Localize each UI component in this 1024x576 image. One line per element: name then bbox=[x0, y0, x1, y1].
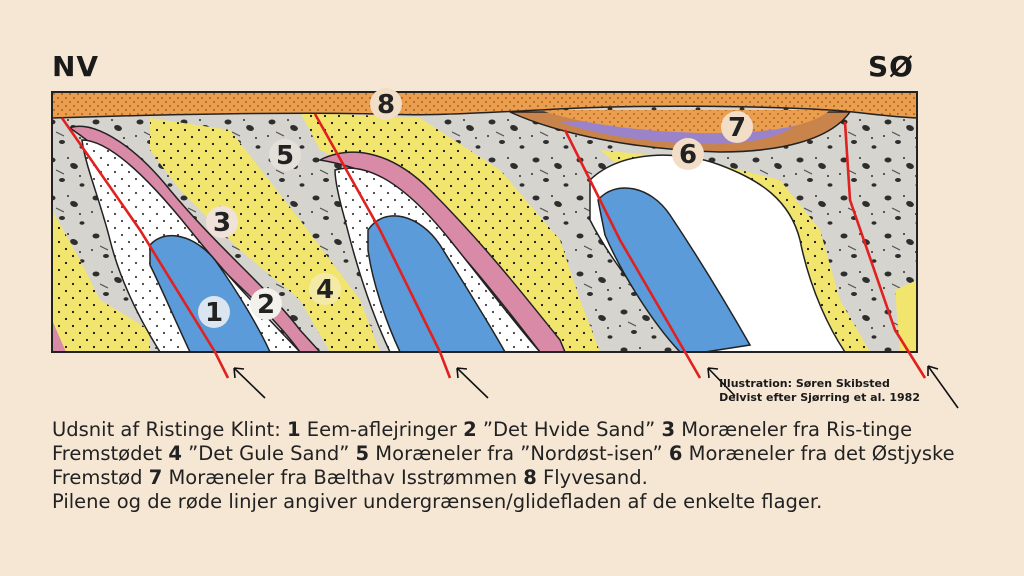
credit-line-1: Illustration: Søren Skibsted bbox=[719, 377, 890, 390]
credit-line-2: Delvist efter Sjørring et al. 1982 bbox=[719, 391, 920, 404]
caption-text-3: Moræneler fra Ris-tinge Fremstødet bbox=[52, 418, 913, 465]
direction-so-label: SØ bbox=[868, 50, 914, 83]
caption-text-1: Eem-aflejringer bbox=[300, 418, 464, 441]
illustration-credit bbox=[719, 377, 920, 405]
layer-number-5: 5 bbox=[275, 141, 295, 171]
layer-number-4: 4 bbox=[315, 275, 335, 305]
caption-text-6: Moræneler fra det Østjyske Fremstød bbox=[52, 442, 955, 489]
caption-num-5: 5 bbox=[355, 442, 370, 465]
arrow-2 bbox=[457, 368, 488, 398]
caption-text-7: Moræneler fra Bælthav Isstrømmen bbox=[162, 466, 524, 489]
caption bbox=[52, 418, 982, 514]
caption-text-8: Flyvesand. bbox=[536, 466, 648, 489]
arrow-1 bbox=[234, 368, 265, 398]
caption-text-4: ”Det Gule Sand” bbox=[181, 442, 356, 465]
layer-number-6: 6 bbox=[678, 140, 698, 170]
caption-num-6: 6 bbox=[668, 442, 683, 465]
layer-number-2: 2 bbox=[256, 290, 276, 320]
caption-num-4: 4 bbox=[168, 442, 182, 465]
caption-text-2: ”Det Hvide Sand” bbox=[476, 418, 662, 441]
arrow-4 bbox=[928, 366, 958, 408]
caption-num-3: 3 bbox=[661, 418, 676, 441]
caption-num-1: 1 bbox=[286, 418, 301, 441]
layer-number-1: 1 bbox=[204, 298, 224, 328]
layer-number-7: 7 bbox=[727, 113, 747, 143]
layer-number-3: 3 bbox=[212, 208, 232, 238]
caption-line-2: Pilene og de røde linjer angiver undergrænsen/glidefladen af de enkelte flager. bbox=[52, 490, 823, 513]
layer-number-8: 8 bbox=[376, 90, 396, 120]
caption-num-8: 8 bbox=[523, 466, 537, 489]
caption-text-5: Moræneler fra ”Nordøst-isen” bbox=[369, 442, 669, 465]
caption-num-7: 7 bbox=[148, 466, 163, 489]
direction-nv-label: NV bbox=[52, 50, 100, 83]
caption-num-2: 2 bbox=[463, 418, 477, 441]
caption-intro: Udsnit af Ristinge Klint: bbox=[52, 418, 287, 441]
